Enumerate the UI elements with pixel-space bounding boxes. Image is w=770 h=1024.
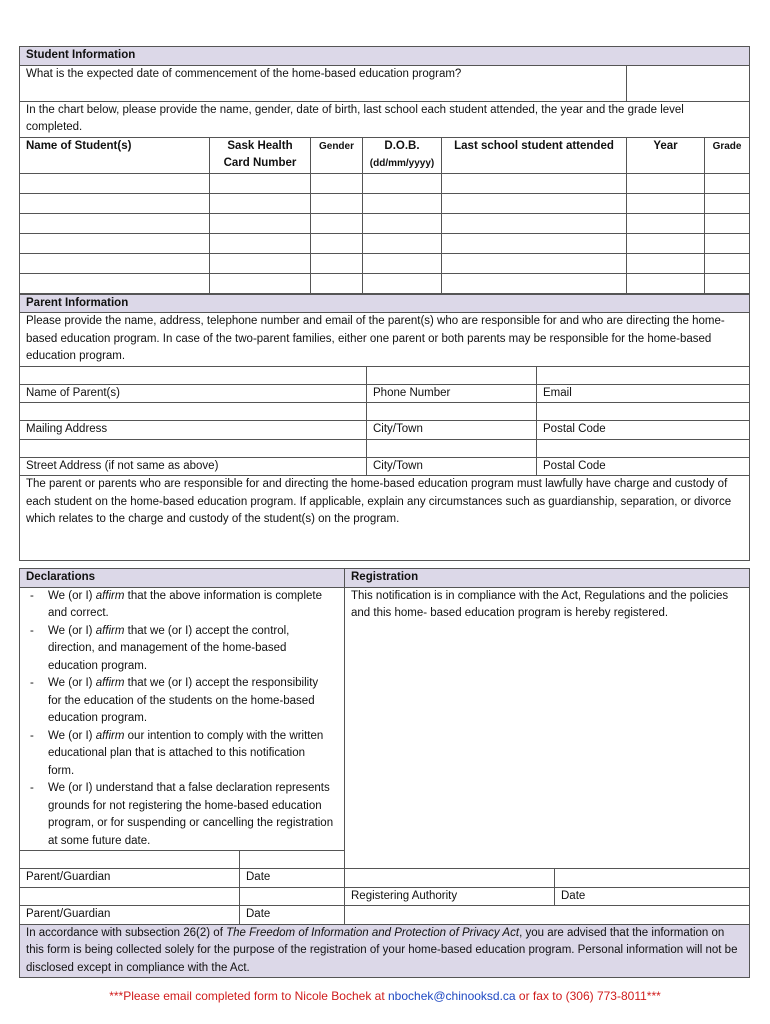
authority-date-label: Date (555, 887, 750, 906)
phone-field[interactable] (367, 366, 537, 384)
col-header-last-school: Last school student attended (442, 137, 627, 173)
chart-instructions: In the chart below, please provide the name, gender, date of birth, last school each student attended, the year and the grade level completed. (20, 101, 750, 137)
col-header-health-card: Sask Health Card Number (210, 137, 311, 173)
email-field[interactable] (537, 366, 750, 384)
table-row (20, 253, 750, 273)
registration-statement: This notification is in compliance with the Act, Regulations and the policies and this home- based education program is hereby registered. (345, 587, 750, 869)
dob-cell[interactable] (363, 273, 442, 293)
declaration-text: We (or I) (48, 677, 96, 689)
student-name-cell[interactable] (20, 253, 210, 273)
col-header-year: Year (627, 137, 705, 173)
student-name-cell[interactable] (20, 273, 210, 293)
form-page (19, 46, 749, 978)
table-row (20, 273, 750, 293)
gender-cell[interactable] (311, 173, 363, 193)
city-field[interactable] (367, 403, 537, 421)
gender-cell[interactable] (311, 253, 363, 273)
year-cell[interactable] (627, 213, 705, 233)
gender-cell[interactable] (311, 273, 363, 293)
city-label-2: City/Town (367, 457, 537, 476)
health-card-cell[interactable] (210, 273, 311, 293)
declarations-list (26, 588, 334, 851)
parent-name-label: Name of Parent(s) (20, 384, 367, 403)
student-name-cell[interactable] (20, 193, 210, 213)
last-school-cell[interactable] (442, 193, 627, 213)
last-school-cell[interactable] (442, 173, 627, 193)
dob-cell[interactable] (363, 173, 442, 193)
dob-format: (dd/mm/yyyy) (369, 158, 435, 169)
registration-blank (345, 906, 750, 925)
declaration-emphasis: affirm (95, 677, 125, 689)
last-school-cell[interactable] (442, 213, 627, 233)
declaration-emphasis: affirm (95, 624, 125, 637)
email-label: Email (537, 384, 750, 403)
submission-instructions (0, 989, 770, 1003)
student-info-header: Student Information (20, 47, 750, 66)
health-card-cell[interactable] (210, 193, 311, 213)
dob-cell[interactable] (363, 213, 442, 233)
privacy-notice (20, 924, 750, 978)
parent-table (19, 294, 750, 562)
declarations-table (19, 568, 750, 978)
last-school-cell[interactable] (442, 273, 627, 293)
declaration-text: We (or I) (48, 589, 96, 602)
date-label-1: Date (240, 869, 345, 888)
custody-instructions: The parent or parents who are responsible for and directing the home-based education program must lawfully have charge and custody of each student on the home-based education program. If applicable, explain any circumstances such as guardianship, separation, or divorce which relates to the charge and custody of the student(s) on the program. (26, 478, 732, 525)
postal-code-field-2[interactable] (537, 439, 750, 457)
declaration-item (26, 623, 334, 676)
col-header-gender: Gender (311, 137, 363, 173)
dob-cell[interactable] (363, 253, 442, 273)
privacy-act-name: The Freedom of Information and Protection of Privacy Act (226, 926, 520, 939)
commencement-question: What is the expected date of commencement of the home-based education program? (20, 65, 627, 101)
parent-instructions: Please provide the name, address, telephone number and email of the parent(s) who are responsible for and who are directing the home-based education program. In case of the two-parent families, either one parent or both parents may be responsible for the home-based education program. (20, 313, 750, 367)
dob-label: D.O.B. (384, 139, 420, 152)
declaration-item (26, 728, 334, 781)
declaration-item (26, 675, 334, 728)
health-card-cell[interactable] (210, 173, 311, 193)
parent-name-field[interactable] (20, 366, 367, 384)
parent-info-header: Parent Information (20, 294, 750, 313)
dob-cell[interactable] (363, 233, 442, 253)
authority-signature-field[interactable] (345, 869, 555, 888)
guardian-signature-field-2[interactable] (20, 887, 240, 906)
grade-cell[interactable] (705, 233, 750, 253)
table-row (20, 193, 750, 213)
student-table (19, 46, 750, 294)
grade-cell[interactable] (705, 213, 750, 233)
table-row (20, 233, 750, 253)
registering-authority-label: Registering Authority (345, 887, 555, 906)
contact-email-link[interactable]: nbochek@chinooksd.ca (388, 989, 516, 1003)
mailing-address-field[interactable] (20, 403, 367, 421)
guardian-date-field-1[interactable] (240, 851, 345, 869)
postal-code-label: Postal Code (537, 421, 750, 440)
declaration-item (26, 780, 334, 850)
footer-text-end: or fax to (306) 773-8011*** (515, 989, 661, 1003)
footer-text-start: ***Please email completed form to Nicole Bochek at (109, 989, 388, 1003)
city-field-2[interactable] (367, 439, 537, 457)
privacy-text-end: , you are advised that the information on this form is being collected solely for the purpose of the registration of your home-based education program. Personal information will not be disclosed except in compliance with the Act. (26, 926, 738, 974)
table-row (20, 173, 750, 193)
registration-header: Registration (345, 569, 750, 588)
guardian-label-1: Parent/Guardian (20, 869, 240, 888)
mailing-address-label: Mailing Address (20, 421, 367, 440)
declaration-text: We (or I) (48, 624, 96, 637)
guardian-date-field-2[interactable] (240, 887, 345, 906)
student-name-cell[interactable] (20, 233, 210, 253)
custody-explanation-field[interactable] (20, 476, 750, 561)
year-cell[interactable] (627, 233, 705, 253)
declaration-text: We (or I) (48, 729, 96, 742)
health-card-cell[interactable] (210, 253, 311, 273)
declaration-emphasis: affirm (95, 729, 125, 742)
table-row (20, 213, 750, 233)
health-card-cell[interactable] (210, 233, 311, 253)
gender-cell[interactable] (311, 213, 363, 233)
declaration-text: our intention to comply with the written educational plan that is attached to this notification form. (48, 729, 324, 777)
street-address-field[interactable] (20, 439, 367, 457)
postal-code-field[interactable] (537, 403, 750, 421)
grade-cell[interactable] (705, 273, 750, 293)
grade-cell[interactable] (705, 253, 750, 273)
student-name-cell[interactable] (20, 213, 210, 233)
declaration-item (26, 588, 334, 623)
postal-code-label-2: Postal Code (537, 457, 750, 476)
col-header-name: Name of Student(s) (20, 137, 210, 173)
declaration-text: that we (or I) accept the responsibility for the education of the students on the home-based education program. (48, 677, 319, 724)
grade-cell[interactable] (705, 193, 750, 213)
guardian-signature-field-1[interactable] (20, 851, 240, 869)
declaration-text: that the above information is complete and correct. (48, 589, 322, 619)
declarations-list-cell (20, 587, 345, 851)
last-school-cell[interactable] (442, 253, 627, 273)
year-cell[interactable] (627, 273, 705, 293)
last-school-cell[interactable] (442, 233, 627, 253)
year-cell[interactable] (627, 253, 705, 273)
gender-cell[interactable] (311, 193, 363, 213)
commencement-date-field[interactable] (627, 65, 750, 101)
declaration-emphasis: affirm (95, 589, 125, 602)
section-spacer (19, 561, 749, 568)
authority-date-field[interactable] (555, 869, 750, 888)
gender-cell[interactable] (311, 233, 363, 253)
student-name-cell[interactable] (20, 173, 210, 193)
declaration-text: We (or I) understand that a false declaration represents grounds for not registering the home-based education program, or for suspending or cancelling the registration at some future date. (48, 782, 334, 847)
guardian-label-2: Parent/Guardian (20, 906, 240, 925)
date-label-2: Date (240, 906, 345, 925)
col-header-dob (363, 137, 442, 173)
health-card-cell[interactable] (210, 213, 311, 233)
year-cell[interactable] (627, 193, 705, 213)
declarations-header: Declarations (20, 569, 345, 588)
dob-cell[interactable] (363, 193, 442, 213)
phone-label: Phone Number (367, 384, 537, 403)
declaration-text: that we (or I) accept the control, direction, and management of the home-based education program. (48, 624, 290, 672)
col-header-grade: Grade (705, 137, 750, 173)
year-cell[interactable] (627, 173, 705, 193)
street-address-label: Street Address (if not same as above) (20, 457, 367, 476)
privacy-text-start: In accordance with subsection 26(2) of (26, 926, 227, 939)
grade-cell[interactable] (705, 173, 750, 193)
city-label: City/Town (367, 421, 537, 440)
